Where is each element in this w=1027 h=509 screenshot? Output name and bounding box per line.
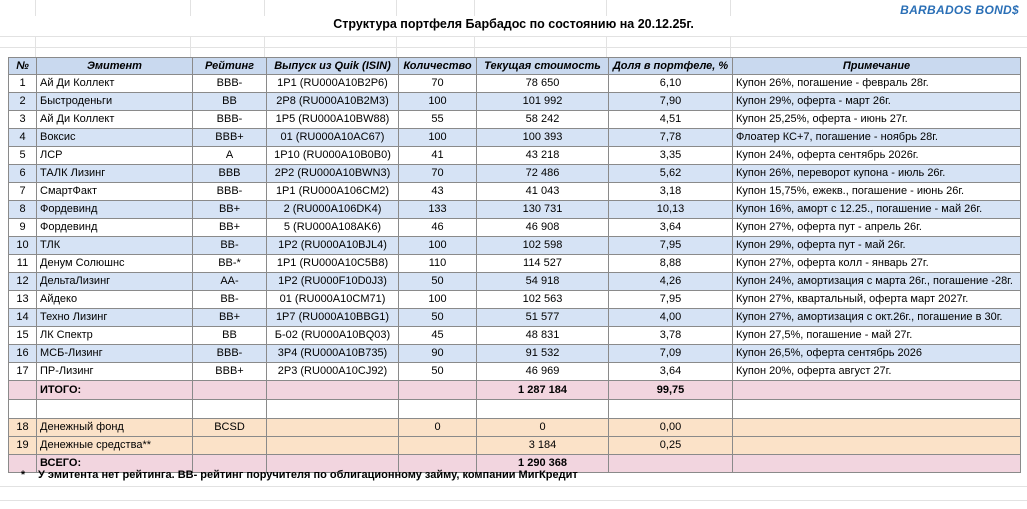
cell-share[interactable]: 7,95 <box>609 237 733 255</box>
cell-quantity[interactable]: 100 <box>399 129 477 147</box>
cell-number[interactable]: 2 <box>9 93 37 111</box>
cell-note[interactable]: Купон 27%, квартальный, оферта март 2027г. <box>733 291 1021 309</box>
cell-issuer[interactable]: Айдеко <box>37 291 193 309</box>
cell-issue[interactable] <box>267 437 399 455</box>
cell-number[interactable]: 9 <box>9 219 37 237</box>
cell-issue[interactable]: 3Р4 (RU000A10B735) <box>267 345 399 363</box>
cell-number[interactable]: 15 <box>9 327 37 345</box>
cell-note[interactable]: Купон 26%, погашение - февраль 28г. <box>733 75 1021 93</box>
cell-issue[interactable]: 01 (RU000A10AC67) <box>267 129 399 147</box>
cell-note[interactable]: Купон 26%, переворот купона - июль 26г. <box>733 165 1021 183</box>
total-row <box>9 381 1021 400</box>
table-row <box>9 75 1021 93</box>
cell-share[interactable]: 0,00 <box>609 419 733 437</box>
cell-value[interactable]: 114 527 <box>477 255 609 273</box>
cell-quantity[interactable]: 50 <box>399 309 477 327</box>
total-label[interactable]: ИТОГО: <box>37 381 193 400</box>
col-header-rating: Рейтинг <box>193 58 267 75</box>
cell-issuer[interactable]: Фордевинд <box>37 219 193 237</box>
cell-quantity[interactable] <box>399 381 477 400</box>
table-row <box>9 255 1021 273</box>
table-row <box>9 273 1021 291</box>
cell-value[interactable]: 91 532 <box>477 345 609 363</box>
cell-quantity[interactable]: 100 <box>399 291 477 309</box>
cell-issue[interactable]: 1Р1 (RU000A10C5B8) <box>267 255 399 273</box>
cell-quantity[interactable]: 110 <box>399 255 477 273</box>
cell-rating[interactable]: BBB- <box>193 75 267 93</box>
cell-issue[interactable]: 1Р7 (RU000A10BBG1) <box>267 309 399 327</box>
empty-cell[interactable] <box>9 400 37 419</box>
cell-value[interactable]: 72 486 <box>477 165 609 183</box>
cell-issuer[interactable]: Денум Солюшнс <box>37 255 193 273</box>
cell-quantity[interactable]: 90 <box>399 345 477 363</box>
cell-issue[interactable]: 2 (RU000A106DK4) <box>267 201 399 219</box>
cell-issuer[interactable]: Ай Ди Коллект <box>37 75 193 93</box>
cell-share[interactable] <box>609 455 733 473</box>
cell-number[interactable]: 10 <box>9 237 37 255</box>
cell-value[interactable]: 0 <box>477 419 609 437</box>
cell-rating[interactable]: BBB- <box>193 183 267 201</box>
table-row <box>9 147 1021 165</box>
cell-issuer[interactable]: Фордевинд <box>37 201 193 219</box>
cell-share[interactable]: 3,18 <box>609 183 733 201</box>
cell-quantity[interactable]: 45 <box>399 327 477 345</box>
cell-number[interactable]: 11 <box>9 255 37 273</box>
cell-rating[interactable]: BB-* <box>193 255 267 273</box>
cash-row <box>9 437 1021 455</box>
cell-note[interactable]: Купон 27,5%, погашение - май 27г. <box>733 327 1021 345</box>
cell-quantity[interactable]: 70 <box>399 165 477 183</box>
empty-cell[interactable] <box>609 400 733 419</box>
cell-rating[interactable]: BBB+ <box>193 363 267 381</box>
total-value[interactable]: 1 287 184 <box>477 381 609 400</box>
cell-value[interactable]: 58 242 <box>477 111 609 129</box>
portfolio-table <box>8 57 1021 473</box>
cell-share[interactable]: 10,13 <box>609 201 733 219</box>
empty-cell[interactable] <box>267 400 399 419</box>
cell-number[interactable]: 13 <box>9 291 37 309</box>
cell-number[interactable]: 6 <box>9 165 37 183</box>
cell-value[interactable]: 101 992 <box>477 93 609 111</box>
cell-value[interactable]: 100 393 <box>477 129 609 147</box>
cell-number[interactable]: 14 <box>9 309 37 327</box>
cell-quantity[interactable]: 50 <box>399 363 477 381</box>
cell-issue[interactable]: 01 (RU000A10CM71) <box>267 291 399 309</box>
cell-number[interactable]: 17 <box>9 363 37 381</box>
footnote <box>8 469 578 481</box>
cell-value[interactable]: 46 908 <box>477 219 609 237</box>
empty-cell[interactable] <box>399 400 477 419</box>
table-row <box>9 201 1021 219</box>
cell-quantity[interactable]: 50 <box>399 273 477 291</box>
cell-issue[interactable]: 1Р1 (RU000A106CM2) <box>267 183 399 201</box>
cell-issuer[interactable]: ЛСР <box>37 147 193 165</box>
cell-share[interactable]: 5,62 <box>609 165 733 183</box>
cell-share[interactable]: 7,78 <box>609 129 733 147</box>
table-row <box>9 291 1021 309</box>
cell-issue[interactable]: 5 (RU000A108AK6) <box>267 219 399 237</box>
cell-quantity[interactable]: 46 <box>399 219 477 237</box>
cell-issue[interactable]: 1Р10 (RU000A10B0B0) <box>267 147 399 165</box>
table-row <box>9 309 1021 327</box>
table-row <box>9 165 1021 183</box>
grand-label[interactable]: ВСЕГО: <box>37 455 193 473</box>
cell-share[interactable]: 7,09 <box>609 345 733 363</box>
cell-number[interactable]: 7 <box>9 183 37 201</box>
col-header-issue: Выпуск из Quik (ISIN) <box>267 58 399 75</box>
cell-issuer[interactable]: ТЛК <box>37 237 193 255</box>
header-row <box>9 58 1021 75</box>
cell-value[interactable]: 41 043 <box>477 183 609 201</box>
cell-value[interactable]: 43 218 <box>477 147 609 165</box>
table-row <box>9 363 1021 381</box>
cash-row <box>9 419 1021 437</box>
table-row <box>9 327 1021 345</box>
cell-value[interactable]: 51 577 <box>477 309 609 327</box>
table-row <box>9 345 1021 363</box>
cell-rating[interactable]: A <box>193 147 267 165</box>
cell-number[interactable]: 16 <box>9 345 37 363</box>
col-header-issuer: Эмитент <box>37 58 193 75</box>
cell-note[interactable]: Флоатер КС+7, погашение - ноябрь 28г. <box>733 129 1021 147</box>
cell-rating[interactable]: BCSD <box>193 419 267 437</box>
col-header-share: Доля в портфеле, % <box>609 58 733 75</box>
table-row <box>9 237 1021 255</box>
cell-note[interactable]: Купон 27%, амортизация с окт.26г., погашение в 30г. <box>733 309 1021 327</box>
cell-issue[interactable]: 2Р3 (RU000A10CJ92) <box>267 363 399 381</box>
cell-rating[interactable] <box>193 381 267 400</box>
cell-rating[interactable]: BB+ <box>193 201 267 219</box>
cell-rating[interactable]: BB+ <box>193 219 267 237</box>
cell-rating[interactable]: AA- <box>193 273 267 291</box>
cell-rating[interactable]: BBB+ <box>193 129 267 147</box>
empty-cell[interactable] <box>477 400 609 419</box>
cell-issue[interactable]: 1Р1 (RU000A10B2P6) <box>267 75 399 93</box>
cell-share[interactable]: 7,95 <box>609 291 733 309</box>
cell-issue[interactable]: 1Р5 (RU000A10BW88) <box>267 111 399 129</box>
cell-note[interactable]: Купон 26,5%, оферта сентябрь 2026 <box>733 345 1021 363</box>
cell-value[interactable]: 54 918 <box>477 273 609 291</box>
cell-note[interactable]: Купон 29%, оферта пут - май 26г. <box>733 237 1021 255</box>
cell-note[interactable]: Купон 29%, оферта - март 26г. <box>733 93 1021 111</box>
cell-number[interactable] <box>9 381 37 400</box>
grand-value[interactable]: 1 290 368 <box>477 455 609 473</box>
cell-issuer[interactable]: Воксис <box>37 129 193 147</box>
cell-note[interactable] <box>733 419 1021 437</box>
cell-note[interactable]: Купон 24%, амортизация с марта 26г., погашение -28г. <box>733 273 1021 291</box>
cell-issuer[interactable]: ЛК Спектр <box>37 327 193 345</box>
cell-note[interactable] <box>733 381 1021 400</box>
table-row <box>9 219 1021 237</box>
table-row <box>9 129 1021 147</box>
cell-share[interactable]: 7,90 <box>609 93 733 111</box>
cell-issue[interactable] <box>267 419 399 437</box>
empty-cell[interactable] <box>37 400 193 419</box>
cell-number[interactable]: 12 <box>9 273 37 291</box>
table-row <box>9 183 1021 201</box>
cell-issue[interactable]: 1Р2 (RU000A10BJL4) <box>267 237 399 255</box>
cell-note[interactable]: Купон 15,75%, ежекв., погашение - июнь 26г. <box>733 183 1021 201</box>
brand-logo-text: BARBADOS BOND$ <box>900 3 1019 17</box>
cell-quantity[interactable]: 55 <box>399 111 477 129</box>
cell-value[interactable]: 48 831 <box>477 327 609 345</box>
cell-rating[interactable]: BBB- <box>193 111 267 129</box>
cell-issuer[interactable]: МСБ-Лизинг <box>37 345 193 363</box>
cell-note[interactable]: Купон 20%, оферта август 27г. <box>733 363 1021 381</box>
cell-share[interactable]: 8,88 <box>609 255 733 273</box>
cell-quantity[interactable] <box>399 437 477 455</box>
cell-share[interactable]: 0,25 <box>609 437 733 455</box>
cell-rating[interactable]: BB <box>193 93 267 111</box>
cell-rating[interactable] <box>193 437 267 455</box>
cell-note[interactable]: Купон 27%, оферта колл - январь 27г. <box>733 255 1021 273</box>
cell-issuer[interactable]: СмартФакт <box>37 183 193 201</box>
footnote-text: У эмитента нет рейтинга. BB- рейтинг поручителя по облигационному займу, компании МигКредит <box>38 469 578 481</box>
cell-issue[interactable]: 2Р2 (RU000A10BWN3) <box>267 165 399 183</box>
cell-note[interactable]: Купон 27%, оферта пут - апрель 26г. <box>733 219 1021 237</box>
cell-share[interactable]: 3,64 <box>609 219 733 237</box>
cell-issuer[interactable]: ТАЛК Лизинг <box>37 165 193 183</box>
cell-share[interactable]: 4,51 <box>609 111 733 129</box>
col-header-note: Примечание <box>733 58 1021 75</box>
cell-value[interactable]: 130 731 <box>477 201 609 219</box>
cell-value[interactable]: 102 598 <box>477 237 609 255</box>
cell-share[interactable]: 6,10 <box>609 75 733 93</box>
cell-number[interactable]: 19 <box>9 437 37 455</box>
cell-rating[interactable]: BBB <box>193 165 267 183</box>
cell-share[interactable]: 4,00 <box>609 309 733 327</box>
cell-number[interactable]: 4 <box>9 129 37 147</box>
cell-share[interactable]: 4,26 <box>609 273 733 291</box>
cell-value[interactable]: 102 563 <box>477 291 609 309</box>
cell-number[interactable]: 18 <box>9 419 37 437</box>
cell-share[interactable]: 3,35 <box>609 147 733 165</box>
cell-note[interactable] <box>733 437 1021 455</box>
cell-issuer[interactable]: Денежные средства** <box>37 437 193 455</box>
cell-rating[interactable]: BB- <box>193 291 267 309</box>
cell-issuer[interactable]: Ай Ди Коллект <box>37 111 193 129</box>
cell-number[interactable]: 3 <box>9 111 37 129</box>
cell-issuer[interactable]: Техно Лизинг <box>37 309 193 327</box>
table-body <box>9 75 1021 473</box>
cell-quantity[interactable]: 100 <box>399 93 477 111</box>
col-header-value: Текущая стоимость <box>477 58 609 75</box>
cell-issue[interactable] <box>267 381 399 400</box>
table-row <box>9 111 1021 129</box>
cell-issue[interactable]: 2Р8 (RU000A10B2M3) <box>267 93 399 111</box>
spacer-row <box>9 400 1021 419</box>
cell-quantity[interactable]: 43 <box>399 183 477 201</box>
cell-note[interactable] <box>733 455 1021 473</box>
cell-quantity[interactable]: 133 <box>399 201 477 219</box>
table-row <box>9 93 1021 111</box>
cell-issue[interactable]: Б-02 (RU000A10BQ03) <box>267 327 399 345</box>
col-header-number: № <box>9 58 37 75</box>
cell-rating[interactable]: BBB- <box>193 345 267 363</box>
cell-rating[interactable]: BB+ <box>193 309 267 327</box>
cell-note[interactable]: Купон 24%, оферта сентябрь 2026г. <box>733 147 1021 165</box>
cell-share[interactable]: 3,78 <box>609 327 733 345</box>
cell-issuer[interactable]: ДельтаЛизинг <box>37 273 193 291</box>
cell-note[interactable]: Купон 16%, аморт с 12.25., погашение - май 26г. <box>733 201 1021 219</box>
cell-note[interactable]: Купон 25,25%, оферта - июнь 27г. <box>733 111 1021 129</box>
cell-rating[interactable]: BB- <box>193 237 267 255</box>
cell-quantity[interactable]: 0 <box>399 419 477 437</box>
cell-issuer[interactable]: ПР-Лизинг <box>37 363 193 381</box>
cell-quantity[interactable]: 41 <box>399 147 477 165</box>
cell-number[interactable]: 1 <box>9 75 37 93</box>
cell-number[interactable]: 5 <box>9 147 37 165</box>
page-title: Структура портфеля Барбадос по состоянию на 20.12.25г. <box>333 17 694 31</box>
cell-quantity[interactable]: 70 <box>399 75 477 93</box>
empty-cell[interactable] <box>733 400 1021 419</box>
cell-quantity[interactable]: 100 <box>399 237 477 255</box>
footnote-mark: * <box>20 469 26 481</box>
total-share[interactable]: 99,75 <box>609 381 733 400</box>
cell-issuer[interactable]: Быстроденьги <box>37 93 193 111</box>
cell-rating[interactable]: BB <box>193 327 267 345</box>
cell-value[interactable]: 3 184 <box>477 437 609 455</box>
cell-value[interactable]: 46 969 <box>477 363 609 381</box>
cell-number[interactable]: 8 <box>9 201 37 219</box>
cell-issuer[interactable]: Денежный фонд <box>37 419 193 437</box>
col-header-quantity: Количество <box>399 58 477 75</box>
cell-issue[interactable]: 1Р2 (RU000F10D0J3) <box>267 273 399 291</box>
empty-cell[interactable] <box>193 400 267 419</box>
cell-value[interactable]: 78 650 <box>477 75 609 93</box>
cell-share[interactable]: 3,64 <box>609 363 733 381</box>
